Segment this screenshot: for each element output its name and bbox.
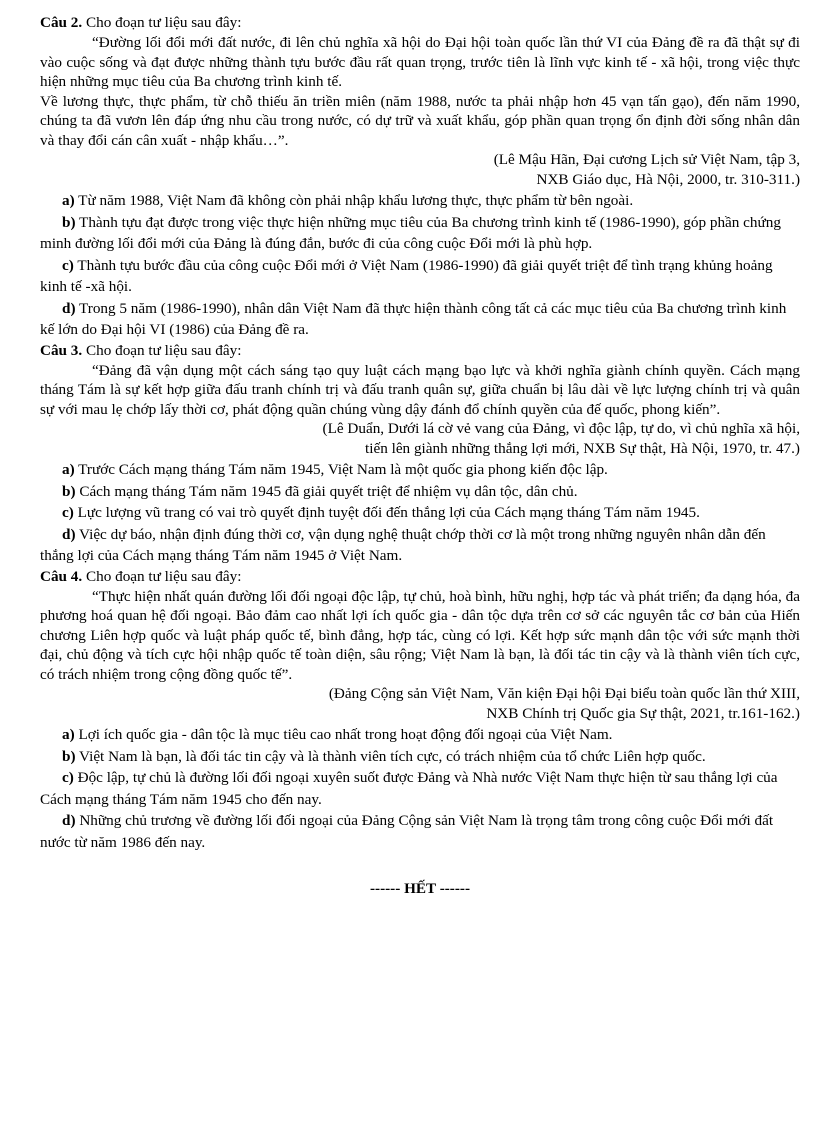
question-intro: Cho đoạn tư liệu sau đây: [82,567,242,585]
quote-paragraph: “Thực hiện nhất quán đường lối đối ngoại độc lập, tự chủ, hoà bình, hữu nghị, hợp tác và phát triển; đa dạng hóa, đa phương hoá quan hệ đối ngoại. Bảo đảm cao nhất lợi ích quốc gia - dân tộc dựa trên cơ sở các nguyên tắc cơ bản của Hiến chương Liên hợp quốc và luật pháp quốc tế, bình đẳng, hợp tác, cùng có lợi. Kết hợp sức mạnh dân tộc với sức mạnh thời đại, chủ động và tích cực hội nhập quốc tế toàn diện, sâu rộng; Việt Nam là bạn, là đối tác tin cậy và là thành viên tích cực, có trách nhiệm trong cộng đồng quốc tế”. [40,587,800,683]
option-d [40,298,800,341]
quote-paragraph: Về lương thực, thực phẩm, từ chỗ thiếu ăn triền miên (năm 1988, nước ta phải nhập hơn 45 vạn tấn gạo), đến năm 1990, chúng ta đã vươn lên đáp ứng nhu cầu trong nước, có dự trữ và xuất khẩu, góp phần quan trọng ổn định đời sống nhân dân và thay đổi cán cân xuất - nhập khẩu…”. [40,92,800,149]
source-line: (Đảng Cộng sản Việt Nam, Văn kiện Đại hội Đại biểu toàn quốc lần thứ XIII, [328,685,800,702]
option-a [40,459,800,481]
question-4 [40,567,800,854]
option-text: Thành tựu đạt được trong việc thực hiện những mục tiêu của Ba chương trình kinh tế (1986-1990), góp phần chứng minh đường lối đổi mới của Đảng là đúng đắn, bước đi của công cuộc Đổi mới là phù hợp. [40,213,781,252]
option-key: b) [62,747,76,765]
source-line: NXB Giáo dục, Hà Nội, 2000, tr. 310-311.) [536,171,800,188]
option-key: b) [62,482,76,500]
end-marker: ------ HẾT ------ [369,880,471,897]
quote-paragraph: “Đảng đã vận dụng một cách sáng tạo quy luật cách mạng bạo lực và khởi nghĩa giành chính quyền. Cách mạng tháng Tám là sự kết hợp giữa đấu tranh chính trị và đấu tranh quân sự, giữa chuẩn bị lâu dài về lực lượng chính trị và quân sự với mau lẹ chớp lấy thời cơ, phát động quần chúng vùng dậy đánh đổ chính quyền của đế quốc, phong kiến”. [40,361,800,418]
source-line: NXB Chính trị Quốc gia Sự thật, 2021, tr.161-162.) [486,705,800,722]
source-line: (Lê Mậu Hãn, Đại cương Lịch sử Việt Nam, tập 3, [493,151,800,168]
question-2 [40,13,800,341]
option-b [40,481,800,503]
question-intro: Cho đoạn tư liệu sau đây: [82,341,242,359]
option-a [40,724,800,746]
option-text: Trong 5 năm (1986-1990), nhân dân Việt Nam đã thực hiện thành công tất cả các mục tiêu của Ba chương trình kinh kế lớn do Đại hội VI (1986) của Đảng đề ra. [40,299,787,338]
option-key: d) [62,812,76,829]
question-heading [40,341,800,361]
question-label: Câu 2. [40,14,83,31]
option-key: c) [62,504,74,521]
option-text: Những chủ trương về đường lối đối ngoại của Đảng Cộng sản Việt Nam là trọng tâm trong công cuộc Đổi mới đất nước từ năm 1986 đến nay. [40,812,774,851]
question-3 [40,341,800,567]
option-text: Thành tựu bước đầu của công cuộc Đổi mới ở Việt Nam (1986-1990) đã giải quyết triệt để tình trạng khủng hoảng kinh tế -xã hội. [40,256,773,295]
option-d [40,810,800,853]
quote-paragraph: “Đường lối đổi mới đất nước, đi lên chủ nghĩa xã hội do Đại hội toàn quốc lần thứ VI của Đảng đề ra đã thật sự đi vào cuộc sống và đạt được những thành tựu bước đầu rất quan trọng, trước tiên là lĩnh vực kinh tế - xã hội, trong việc thực hiện những mục tiêu của Ba chương trình kinh tế. [40,34,800,90]
option-key: a) [62,192,75,209]
option-text: Cách mạng tháng Tám năm 1945 đã giải quyết triệt để nhiệm vụ dân tộc, dân chủ. [75,482,578,500]
option-key: c) [62,769,74,786]
option-text: Lực lượng vũ trang có vai trò quyết định tuyệt đối đến thắng lợi của Cách mạng tháng Tám năm 1945. [73,504,700,521]
option-key: b) [62,213,76,231]
option-key: c) [62,256,74,274]
option-key: d) [62,525,76,543]
option-b [40,212,800,255]
option-d [40,524,800,567]
source-line: (Lê Duẩn, Dưới lá cờ vẻ vang của Đảng, vì độc lập, tự do, vì chủ nghĩa xã hội, [322,420,800,437]
option-key: a) [62,461,75,478]
question-heading [40,567,800,587]
option-key: a) [62,726,75,743]
option-b [40,746,800,768]
source-line: tiến lên giành những thắng lợi mới, NXB Sự thật, Hà Nội, 1970, tr. 47.) [365,440,800,457]
option-text: Việc dự báo, nhận định đúng thời cơ, vận dụng nghệ thuật chớp thời cơ là một trong những nguyên nhân dẫn đến thắng lợi của Cách mạng tháng Tám năm 1945 ở Việt Nam. [40,525,766,564]
question-heading [40,13,800,33]
option-c [40,767,800,810]
option-text: Từ năm 1988, Việt Nam đã không còn phải nhập khẩu lương thực, thực phẩm từ bên ngoài. [74,192,634,209]
option-c [40,502,800,524]
question-label: Câu 3. [40,341,83,359]
option-key: d) [62,299,76,317]
option-a [40,190,800,212]
option-text: Độc lập, tự chủ là đường lối đối ngoại xuyên suốt được Đảng và Nhà nước Việt Nam thực hiện từ sau thắng lợi của Cách mạng tháng Tám năm 1945 cho đến nay. [40,769,778,808]
option-text: Trước Cách mạng tháng Tám năm 1945, Việt Nam là một quốc gia phong kiến độc lập. [74,461,608,478]
option-c [40,255,800,298]
option-text: Việt Nam là bạn, là đối tác tin cậy và là thành viên tích cực, có trách nhiệm của tổ chức Liên hợp quốc. [75,747,706,765]
question-intro: Cho đoạn tư liệu sau đây: [82,14,242,31]
question-label: Câu 4. [40,567,83,585]
option-text: Lợi ích quốc gia - dân tộc là mục tiêu cao nhất trong hoạt động đối ngoại của Việt Nam. [74,726,613,743]
